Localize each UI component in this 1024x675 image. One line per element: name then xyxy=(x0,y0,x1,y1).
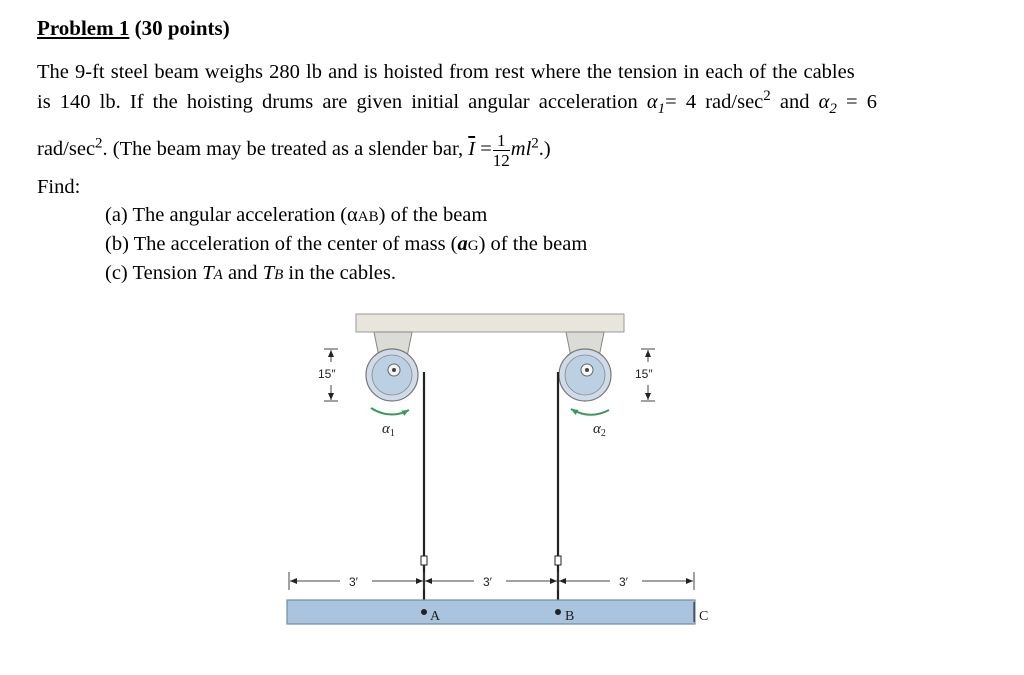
statement-text: and xyxy=(770,90,819,113)
pin-a xyxy=(421,609,427,615)
item-subscript: AB xyxy=(357,209,379,225)
statement-text: is 140 lb. If the hoisting drums are given initial angular acceleration xyxy=(37,90,638,113)
item-symbol: T xyxy=(262,262,275,284)
statement-line-1: The 9-ft steel beam weighs 280 lb and is hoisted from rest where the tension in each of the cables xyxy=(37,61,855,83)
item-text: (a) The angular acceleration (α xyxy=(105,204,358,226)
alpha1-subscript: 1 xyxy=(657,100,666,117)
find-label: Find: xyxy=(37,176,81,198)
span-2-label: 3′ xyxy=(483,575,492,589)
fraction-numerator: 1 xyxy=(493,131,510,151)
problem-points: (30 points) xyxy=(129,16,230,40)
equals-sign: = xyxy=(475,138,492,161)
item-text: and xyxy=(222,262,263,284)
problem-number: Problem 1 xyxy=(37,16,130,40)
steel-beam xyxy=(287,600,695,624)
point-b-label: B xyxy=(565,609,575,624)
fraction-denominator: 12 xyxy=(492,151,510,170)
item-symbol: a xyxy=(457,233,468,255)
statement-text: . (The beam may be treated as a slender bar, xyxy=(102,138,469,161)
left-hoisting-drum xyxy=(366,332,418,401)
right-15in-dimension xyxy=(635,349,655,401)
span-1-label: 3′ xyxy=(349,575,358,589)
item-text: (b) The acceleration of the center of mass ( xyxy=(105,233,458,255)
statement-text: rad/sec xyxy=(37,138,96,161)
item-text: ) of the beam xyxy=(378,204,488,226)
alpha2-arrow xyxy=(571,409,609,415)
cable-b-hook xyxy=(555,556,561,565)
span-3-label: 3′ xyxy=(619,575,628,589)
alpha1-value: = 4 rad/sec xyxy=(665,90,764,113)
alpha2-subscript: 2 xyxy=(829,100,837,117)
superscript: 2 xyxy=(531,135,539,152)
left-dimension-label: 15″ xyxy=(318,367,336,381)
moment-of-inertia-symbol: $\overline{I}$ xyxy=(468,138,476,161)
left-15in-dimension xyxy=(318,349,338,401)
point-c-label: C xyxy=(699,609,709,624)
cable-a-hook xyxy=(421,556,427,565)
item-symbol: T xyxy=(202,262,214,284)
item-text: (c) Tension xyxy=(105,262,203,284)
ceiling-support xyxy=(356,314,624,332)
pin-b xyxy=(555,609,561,615)
alpha2-symbol: α xyxy=(818,90,830,113)
item-subscript: G xyxy=(467,238,479,254)
span-dimensions xyxy=(289,572,694,590)
point-a-label: A xyxy=(430,609,441,624)
alpha2-label: $\alpha_2$ xyxy=(593,421,606,439)
item-subscript: A xyxy=(213,267,223,283)
statement-text: .) xyxy=(538,138,551,161)
item-subscript: B xyxy=(274,267,284,283)
alpha1-symbol: α xyxy=(646,90,658,113)
right-dimension-label: 15″ xyxy=(635,367,653,381)
ml-term: ml xyxy=(510,138,532,161)
superscript: 2 xyxy=(95,135,103,152)
alpha1-label: $\alpha_1$ xyxy=(382,421,395,439)
item-text: in the cables. xyxy=(283,262,396,284)
item-text: ) of the beam xyxy=(478,233,588,255)
alpha1-arrow xyxy=(371,408,409,415)
superscript: 2 xyxy=(763,88,771,104)
alpha2-value: = 6 xyxy=(836,90,877,113)
right-hoisting-drum xyxy=(559,332,611,401)
